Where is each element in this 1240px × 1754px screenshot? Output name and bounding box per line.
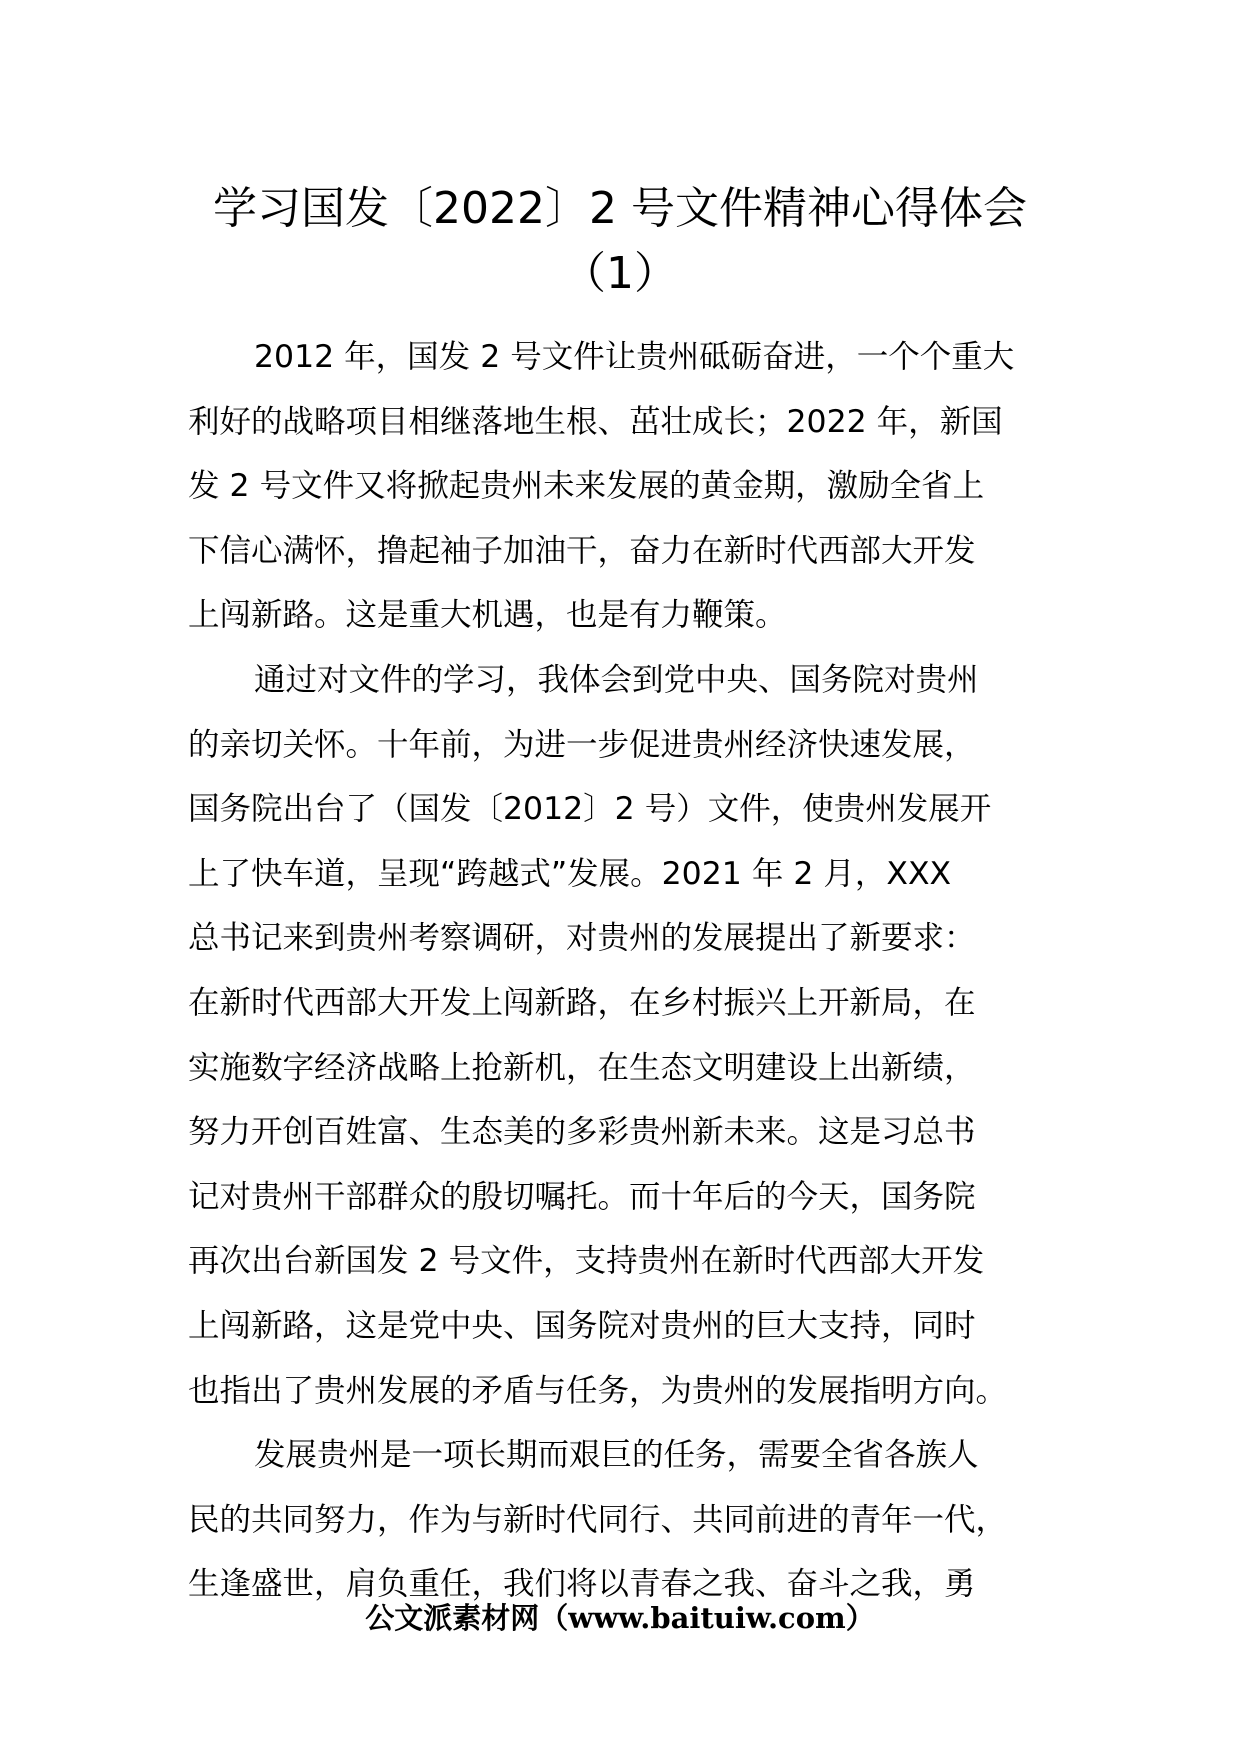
paragraph-line: 发展贵州是一项长期而艰巨的任务，需要全省各族人 — [254, 1437, 979, 1474]
paragraph-line: 民的共同努力，作为与新时代同行、共同前进的青年一代， — [188, 1501, 1008, 1538]
paragraph-line: 利好的战略项目相继落地生根、茁壮成长；2022 年，新国 — [188, 403, 1003, 440]
paragraph-line: 再次出台新国发 2 号文件，支持贵州在新时代西部大开发 — [188, 1243, 985, 1280]
paragraph-line: 在新时代西部大开发上闯新路，在乡村振兴上开新局，在 — [188, 984, 976, 1021]
paragraph-line: 上闯新路。这是重大机遇，也是有力鞭策。 — [188, 597, 787, 634]
paragraph-line: 的亲切关怀。十年前，为进一步促进贵州经济快速发展， — [188, 726, 976, 763]
footer-watermark: 公文派素材网（www.baituiw.com） — [365, 1601, 875, 1635]
paragraph — [188, 1423, 1058, 1617]
title-line-2: （1） — [562, 248, 678, 299]
paragraph-line: 努力开创百姓富、生态美的多彩贵州新未来。这是习总书 — [188, 1114, 976, 1151]
paragraph-line: 记对贵州干部群众的殷切嘱托。而十年后的今天，国务院 — [188, 1178, 976, 1215]
paragraph — [188, 325, 1058, 648]
paragraph-line: 上了快车道，呈现“跨越式”发展。2021 年 2 月，XXX — [188, 855, 952, 892]
document-body — [188, 325, 1058, 1617]
paragraph-line: 2012 年，国发 2 号文件让贵州砥砺奋进，一个个重大 — [254, 339, 1015, 375]
document-title — [150, 176, 1090, 306]
paragraph-line: 上闯新路，这是党中央、国务院对贵州的巨大支持，同时 — [188, 1307, 976, 1344]
paragraph — [188, 648, 1058, 1423]
paragraph-line: 总书记来到贵州考察调研，对贵州的发展提出了新要求： — [188, 920, 976, 957]
paragraph-line: 国务院出台了（国发〔2012〕2 号）文件，使贵州发展开 — [188, 791, 992, 828]
paragraph-line: 也指出了贵州发展的矛盾与任务，为贵州的发展指明方向。 — [188, 1372, 1008, 1409]
title-line-1: 学习国发〔2022〕2 号文件精神心得体会 — [213, 183, 1027, 234]
paragraph-line: 实施数字经济战略上抢新机，在生态文明建设上出新绩， — [188, 1049, 976, 1086]
paragraph-line: 下信心满怀，撸起袖子加油干，奋力在新时代西部大开发 — [188, 532, 976, 569]
paragraph-line: 生逢盛世，肩负重任，我们将以青春之我、奋斗之我，勇 — [188, 1566, 976, 1603]
paragraph-line: 发 2 号文件又将掀起贵州未来发展的黄金期，激励全省上 — [188, 468, 985, 505]
paragraph-line: 通过对文件的学习，我体会到党中央、国务院对贵州 — [254, 661, 979, 698]
